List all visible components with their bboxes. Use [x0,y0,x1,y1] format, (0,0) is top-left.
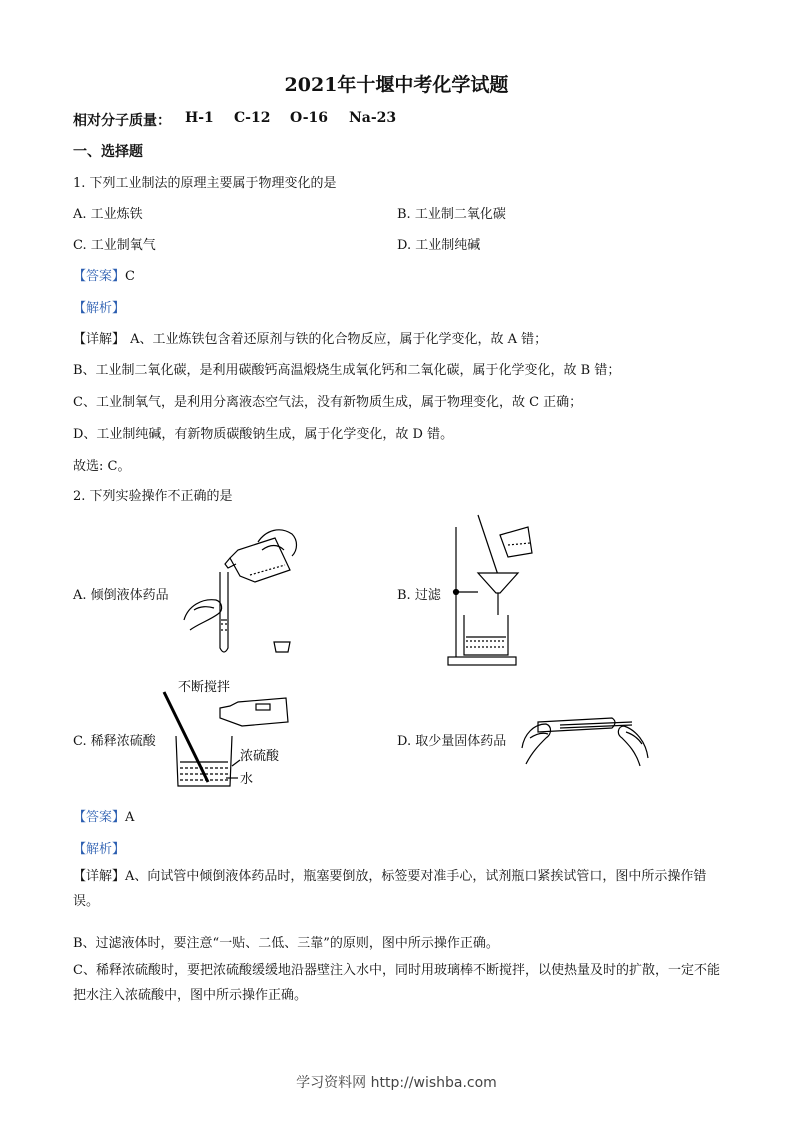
page-footer: 学习资料网 http://wishba.com [296,1075,497,1091]
option-a: A. 工业炼铁 [73,207,143,222]
detail-text: B、工业制二氧化碳，是利用碳酸钙高温煅烧生成氧化钙和二氧化碳，属于化学变化，故 B 错； [73,363,621,378]
page-title: 2021年十堰中考化学试题 [284,74,509,96]
detail-text: C、工业制氧气，是利用分离液态空气法，没有新物质生成，属于物理变化，故 C 正确； [73,395,583,410]
label-water: 水 [240,772,254,787]
detail-tag: 【详解】 [73,332,126,347]
mass-item: C-12 [234,110,271,126]
figure-filtration [440,515,540,670]
question-stem: 1. 下列工业制法的原理主要属于物理变化的是 [73,176,337,191]
option-a: A. 倾倒液体药品 [73,588,169,603]
detail-text: B、过滤液体时，要注意“一贴、二低、三靠”的原则，图中所示操作正确。 [73,936,499,951]
mass-item: O-16 [290,110,329,126]
mass-item: H-1 [185,110,214,126]
answer-line [73,265,135,284]
detail-paragraph [73,864,725,914]
option-c: C. 稀释浓硫酸 [73,734,156,749]
analysis-tag: 【解析】 [73,842,126,857]
option-b: B. 过滤 [397,588,441,603]
answer-value: C [125,269,135,284]
answer-tag: 【答案】 [73,810,126,825]
detail-line [73,328,547,347]
answer-value: A [125,810,135,825]
answer-line [73,806,134,825]
detail-text: D、工业制纯碱，有新物质碳酸钠生成，属于化学变化，故 D 错。 [73,427,454,442]
detail-tag: 【详解】 [73,869,126,884]
mass-item: Na-23 [349,110,397,126]
section-heading: 一、选择题 [73,144,143,160]
detail-text: A、向试管中倾倒液体药品时，瓶塞要倒放，标签要对准手心，试剂瓶口紧挨试管口，图中所示操作错误。 [73,869,707,909]
option-d: D. 工业制纯碱 [397,238,481,253]
analysis-tag: 【解析】 [73,301,126,316]
question-stem: 2. 下列实验操作不正确的是 [73,489,233,504]
label-stirring: 不断搅拌 [178,680,231,695]
answer-tag: 【答案】 [73,269,126,284]
detail-text: C、稀释浓硫酸时，要把浓硫酸缓缓地沿器壁注入水中，同时用玻璃棒不断搅拌，以使热量及时的扩散，一定不能把水注入浓硫酸中，图中所示操作正确。 [73,963,720,1003]
figure-dilution [160,678,310,793]
figure-solid-sample [520,698,650,770]
figure-pouring-liquid [180,520,320,660]
molecular-mass-label: 相对分子质量： [73,113,171,129]
option-b: B. 工业制二氧化碳 [397,207,506,222]
option-c: C. 工业制氧气 [73,238,156,253]
label-acid: 浓硫酸 [240,749,280,764]
option-d: D. 取少量固体药品 [397,734,507,749]
detail-text: A、工业炼铁包含着还原剂与铁的化合物反应，属于化学变化，故 A 错； [130,332,548,347]
conclusion: 故选: C。 [73,459,131,474]
